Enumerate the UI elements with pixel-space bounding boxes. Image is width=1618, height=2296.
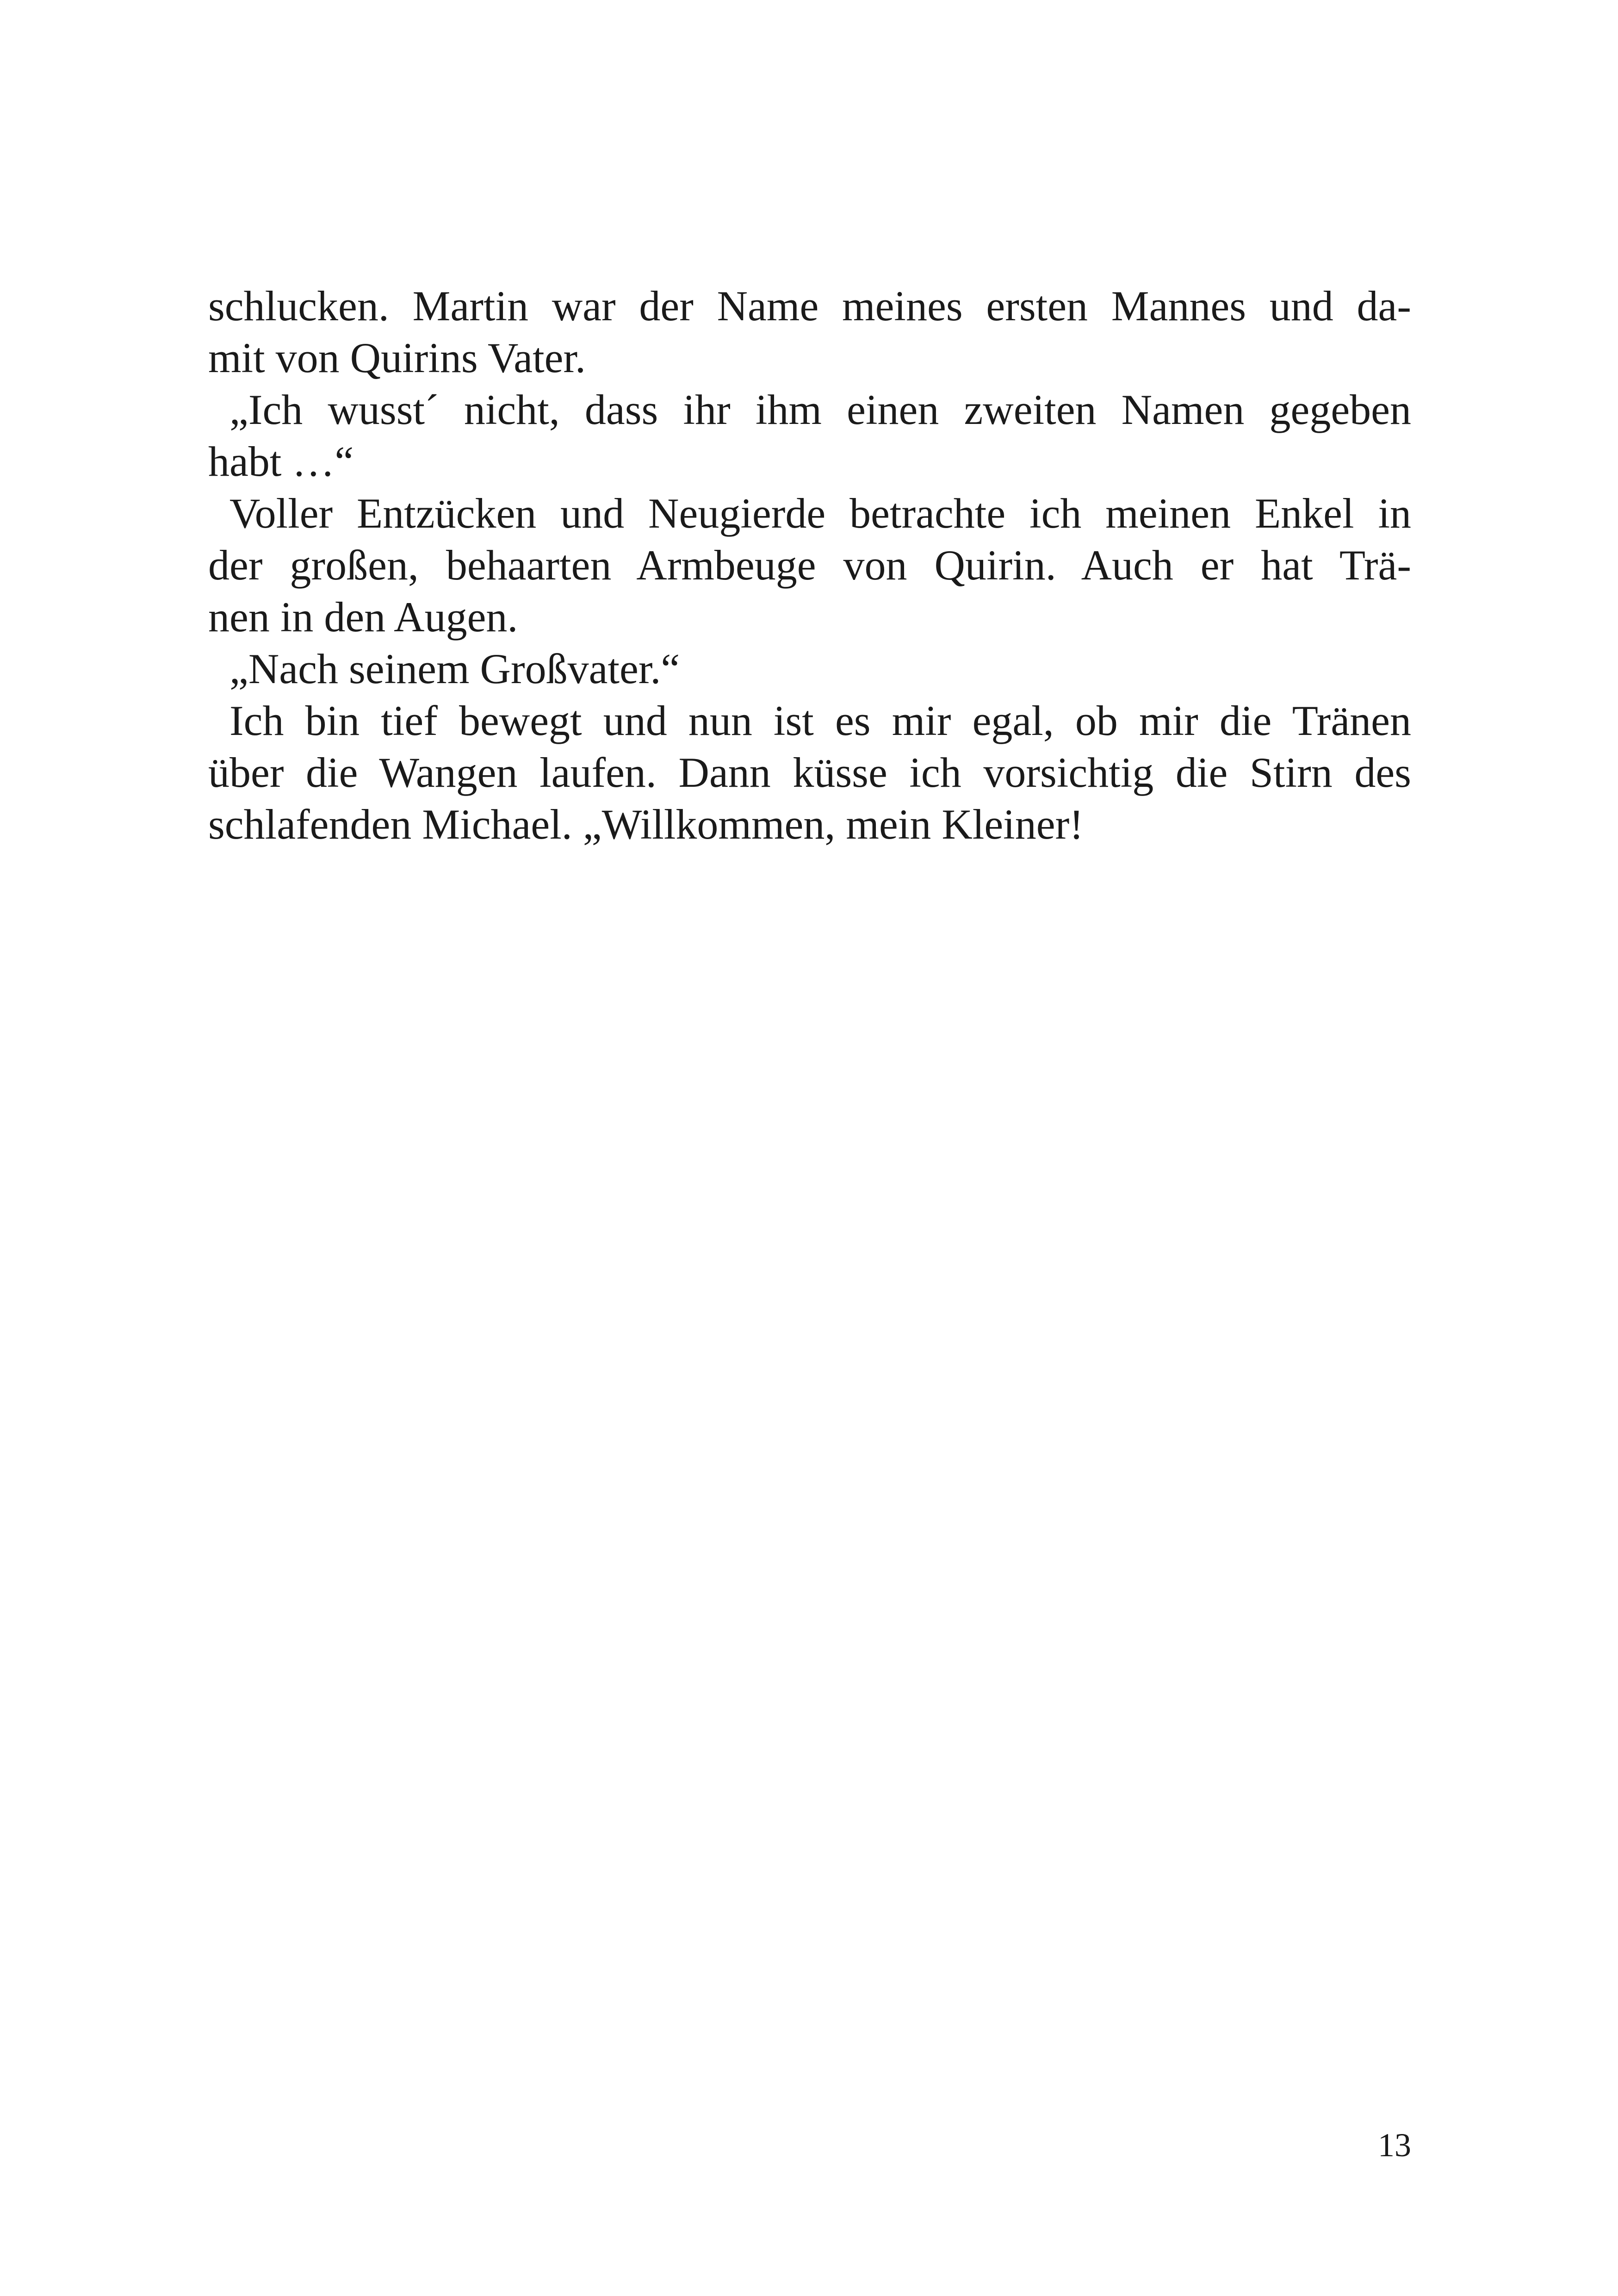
text-line: nen in den Augen. [208,593,518,641]
text-line: „Nach seinem Großvater.“ [229,645,680,692]
page-number: 13 [1378,2127,1411,2164]
body-text [208,280,1411,850]
text-line: der großen, behaarten Armbeuge von Quirin. Auch er hat Trä- [208,541,1411,589]
text-line: schlafenden Michael. „Willkommen, mein Kleiner! [208,801,1084,848]
text-line: schlucken. Martin war der Name meines ersten Mannes und da- [208,282,1411,330]
text-line: Ich bin tief bewegt und nun ist es mir egal, ob mir die Tränen [229,697,1411,744]
text-line: Voller Entzücken und Neugierde betrachte ich meinen Enkel in [229,490,1411,537]
text-line: über die Wangen laufen. Dann küsse ich vorsichtig die Stirn des [208,749,1411,796]
text-line: habt …“ [208,438,354,485]
text-line: mit von Quirins Vater. [208,334,586,381]
text-line: „Ich wusst´ nicht, dass ihr ihm einen zweiten Namen gegeben [229,386,1411,433]
